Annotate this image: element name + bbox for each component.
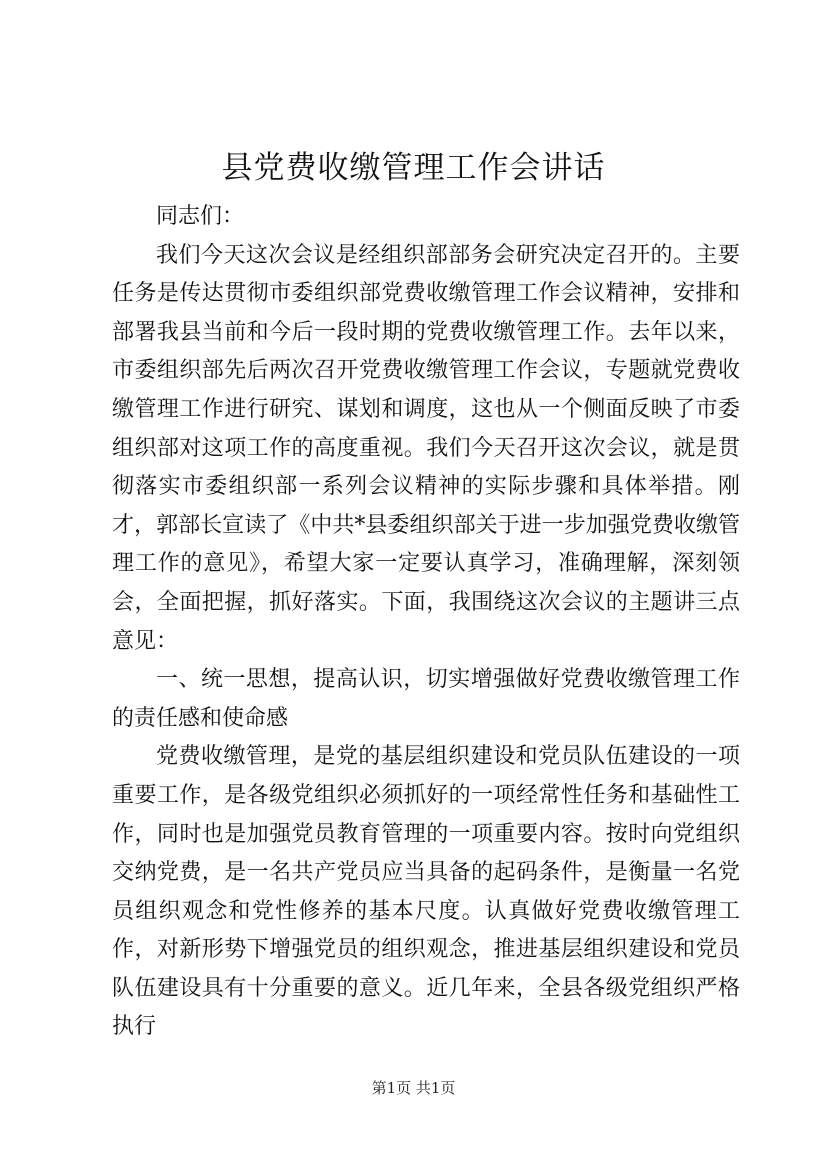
document-body <box>112 198 740 1047</box>
paragraph-intro: 我们今天这次会议是经组织部部务会研究决定召开的。主要任务是传达贯彻市委组织部党费收缴管理工作会议精神，安排和部署我县当前和今后一段时期的党费收缴管理工作。去年以来，市委组织部先后两次召开党费收缴管理工作会议，专题就党费收缴管理工作进行研究、谋划和调度，这也从一个侧面反映了市委组织部对这项工作的高度重视。我们今天召开这次会议，就是贯彻落实市委组织部一系列会议精神的实际步骤和具体举措。刚才，郭部长宣读了《中共*县委组织部关于进一步加强党费收缴管理工作的意见》，希望大家一定要认真学习，准确理解，深刻领会，全面把握，抓好落实。下面，我围绕这次会议的主题讲三点意见： <box>112 242 740 654</box>
page-number-label: 第1页 共1页 <box>371 1079 456 1097</box>
page-footer <box>0 1078 827 1098</box>
section-heading-1: 一、统一思想，提高认识，切实增强做好党费收缴管理工作的责任感和使命感 <box>112 667 740 731</box>
document-title: 县党费收缴管理工作会讲话 <box>221 150 606 186</box>
greeting: 同志们： <box>156 204 245 229</box>
paragraph-section-1: 党费收缴管理，是党的基层组织建设和党员队伍建设的一项重要工作，是各级党组织必须抓好的一项经常性任务和基础性工作，同时也是加强党员教育管理的一项重要内容。按时向党组织交纳党费，是一名共产党员应当具备的起码条件，是衡量一名党员组织观念和党性修养的基本尺度。认真做好党费收缴管理工作，对新形势下增强党员的组织观念，推进基层组织建设和党员队伍建设具有十分重要的意义。近几年来，全县各级党组织严格执行 <box>112 744 740 1040</box>
